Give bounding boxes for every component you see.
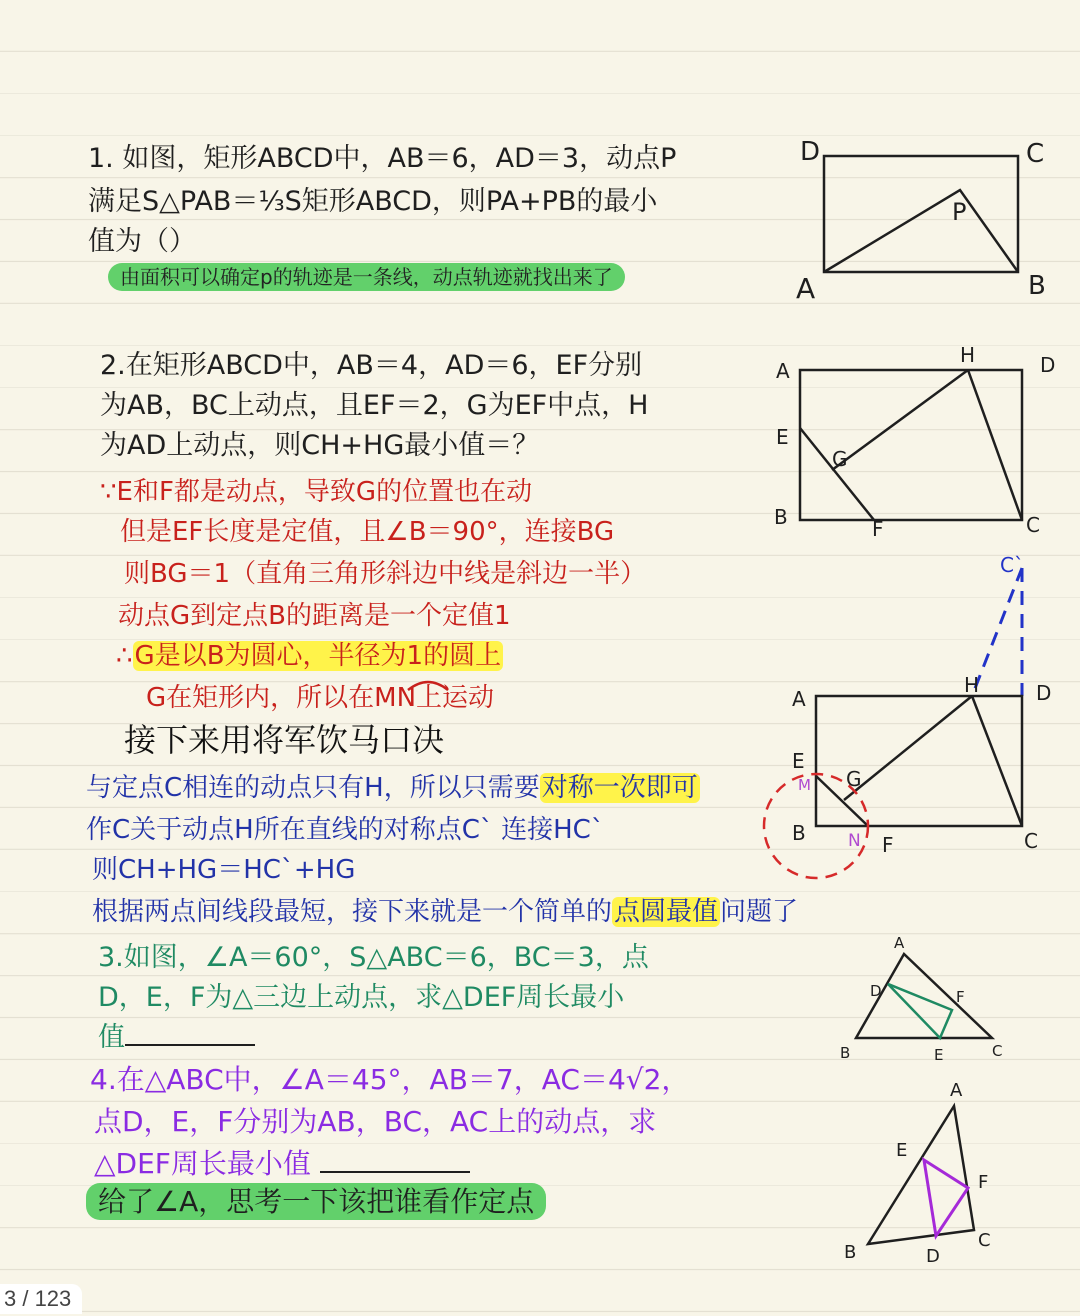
blue-line1-a: 与定点C相连的动点只有H，所以只需要 <box>86 773 540 803</box>
label-C: C <box>1026 513 1040 537</box>
label-B: B <box>844 1242 857 1263</box>
label-D: D <box>1040 353 1056 377</box>
problem4-hint <box>86 1186 546 1218</box>
triangle-abc <box>868 1106 974 1244</box>
problem2-red-note-1: ∵E和F都是动点，导致G的位置也在动 <box>100 477 533 507</box>
problem1-line1: 1. 如图，矩形ABCD中，AB＝6，AD＝3，动点P <box>88 143 677 174</box>
problem2-blue-line1 <box>86 774 700 804</box>
label-H: H <box>964 673 980 697</box>
label-C: C <box>992 1042 1003 1060</box>
problem2-line1: 2.在矩形ABCD中，AB＝4，AD＝6，EF分别 <box>100 350 643 381</box>
label-D: D <box>1036 681 1052 705</box>
segment-ef <box>800 428 874 520</box>
label-G: G <box>846 767 862 791</box>
arc-icon <box>408 682 448 690</box>
segment-hc <box>968 370 1022 520</box>
label-N: N <box>848 831 861 851</box>
label-P: P <box>952 198 967 226</box>
label-A: A <box>950 1080 963 1101</box>
problem1-line3: 值为（） <box>88 226 196 257</box>
label-E: E <box>896 1140 908 1161</box>
problem4-line3 <box>94 1148 470 1180</box>
green-line <box>888 984 952 1010</box>
problem4-line2: 点D，E，F分别为AB，BC，AC上的动点，求 <box>94 1105 657 1138</box>
problem2-blue-line3: 则CH+HG＝HC`+HG <box>92 855 356 885</box>
label-C: C <box>1026 139 1045 169</box>
segment-gh <box>844 696 972 800</box>
problem1-line2: 满足S△PAB＝⅓S矩形ABCD，则PA+PB的最小 <box>88 186 658 217</box>
problem2-figure1 <box>766 340 1066 540</box>
problem4-hint-text: 给了∠A，思考一下该把谁看作定点 <box>86 1183 546 1220</box>
triangle-pab <box>824 190 1018 272</box>
label-M: M <box>798 776 811 794</box>
label-H: H <box>960 343 976 367</box>
problem3-figure <box>836 930 1016 1070</box>
problem2-red-last: G在矩形内，所以在MN上运动 <box>146 683 495 713</box>
label-E: E <box>776 425 789 449</box>
label-A: A <box>792 687 806 711</box>
problem2-line3: 为AD上动点，则CH+HG最小值＝？ <box>100 430 540 461</box>
problem2-blue-line4 <box>92 898 798 928</box>
problem2-red-conclusion <box>116 642 503 672</box>
dashed-hc-prime <box>972 568 1022 696</box>
label-D: D <box>800 137 821 167</box>
arc-mn-mark <box>400 674 460 694</box>
label-E: E <box>934 1046 944 1064</box>
label-G: G <box>832 447 848 471</box>
label-B: B <box>840 1044 851 1062</box>
problem2-red-note-2: 但是EF长度是定值，且∠B＝90°，连接BG <box>120 517 615 547</box>
problem2-red-note-4: 动点G到定点B的距离是一个定值1 <box>118 601 511 631</box>
therefore-symbol: ∴ <box>116 641 133 671</box>
label-A: A <box>796 272 816 305</box>
page-indicator: 3 / 123 <box>0 1284 82 1314</box>
label-B: B <box>774 505 788 529</box>
problem4-figure <box>836 1070 1026 1270</box>
problem1-figure <box>790 130 1070 310</box>
label-B: B <box>792 821 806 845</box>
label-A: A <box>776 359 790 383</box>
blue-line1-highlight: 对称一次即可 <box>541 773 698 803</box>
label-C: C <box>1024 829 1038 853</box>
problem2-figure2 <box>760 540 1070 890</box>
segment-gh <box>832 370 968 470</box>
problem1-hint-text: 由面积可以确定p的轨迹是一条线，动点轨迹就找出来了 <box>108 263 625 291</box>
segment-hc <box>972 696 1022 826</box>
label-D: D <box>870 982 882 1000</box>
label-F: F <box>872 517 884 541</box>
problem3-line1: 3.如图，∠A＝60°，S△ABC＝6，BC＝3，点 <box>98 942 649 973</box>
label-E: E <box>792 749 805 773</box>
label-D: D <box>926 1246 940 1267</box>
problem4-line1: 4.在△ABC中，∠A＝45°，AB＝7，AC＝4√2， <box>90 1063 690 1096</box>
blue-line4-highlight: 点圆最值 <box>614 897 719 927</box>
problem3-line3 <box>98 1022 255 1053</box>
problem1-hint <box>108 266 625 289</box>
label-F: F <box>978 1172 989 1193</box>
triangle-def <box>924 1160 968 1236</box>
label-F: F <box>882 833 894 857</box>
problem2-red-note-3: 则BG＝1（直角三角形斜边中线是斜边一半） <box>124 559 647 589</box>
label-C: C <box>978 1230 991 1251</box>
problem3-line2: D，E，F为△三边上动点，求△DEF周长最小 <box>98 982 625 1013</box>
problem2-blue-line2: 作C关于动点H所在直线的对称点C` 连接HC` <box>86 815 604 845</box>
conclusion-highlight: G是以B为圆心，半径为1的圆上 <box>134 641 502 671</box>
label-C-prime: C` <box>1000 553 1024 577</box>
problem2-black-heading: 接下来用将军饮马口决 <box>124 721 445 759</box>
problem2-line2: 为AB，BC上动点，且EF＝2，G为EF中点，H <box>100 390 649 421</box>
label-B: B <box>1028 271 1046 301</box>
answer-blank <box>320 1149 470 1173</box>
label-F: F <box>956 988 965 1006</box>
answer-blank <box>125 1022 255 1046</box>
problem4-line3-text: △DEF周长最小值 <box>94 1147 311 1180</box>
blue-line4-c: 问题了 <box>720 897 799 927</box>
problem3-line3-text: 值 <box>98 1022 125 1053</box>
label-A: A <box>894 934 905 952</box>
rectangle-abcd <box>800 370 1022 520</box>
blue-line4-a: 根据两点间线段最短，接下来就是一个简单的 <box>92 897 613 927</box>
